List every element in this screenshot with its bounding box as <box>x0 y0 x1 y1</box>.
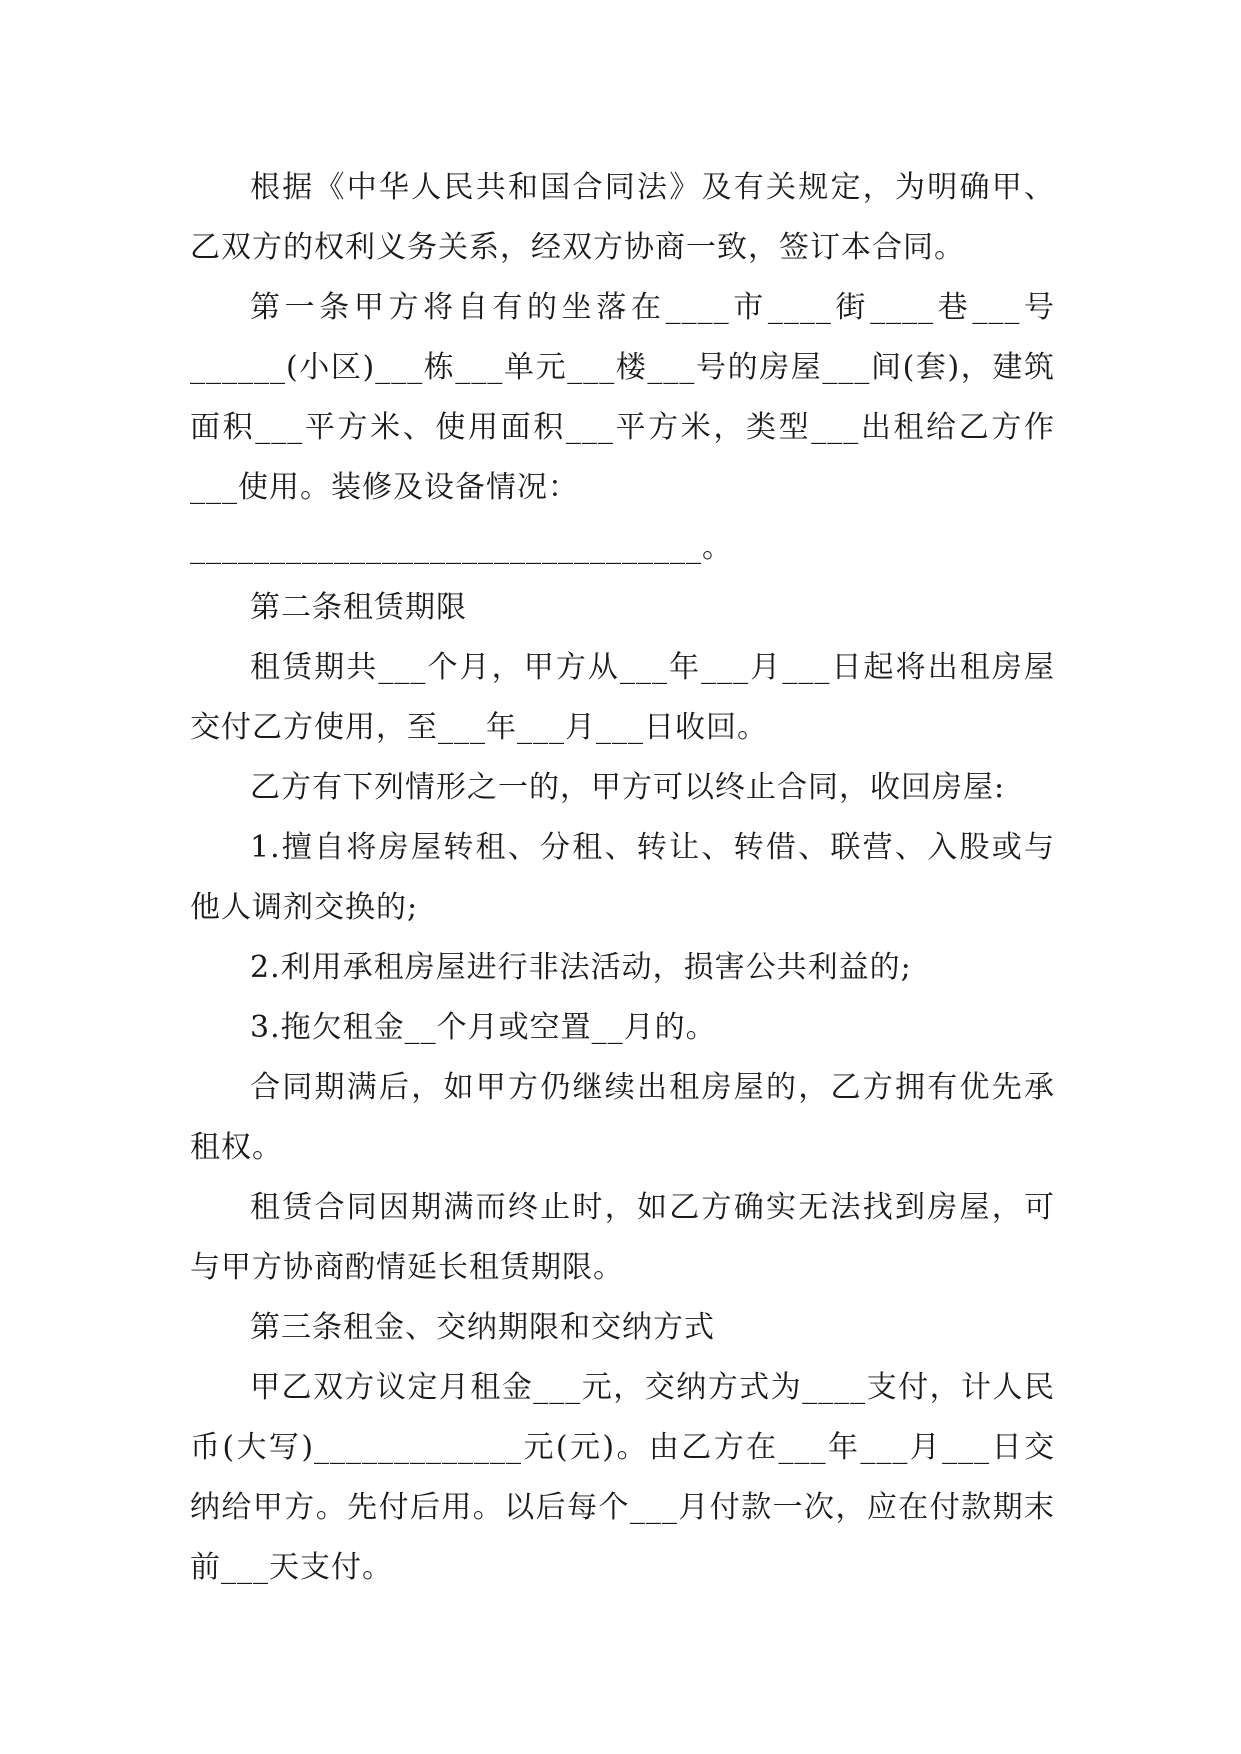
paragraph-termination-intro: 乙方有下列情形之一的，甲方可以终止合同，收回房屋: <box>250 770 1006 805</box>
heading-article-3: 第三条租金、交纳期限和交纳方式 <box>250 1310 715 1345</box>
paragraph-preamble: 根据《中华人民共和国合同法》及有关规定，为明确甲、乙双方的权利义务关系，经双方协商一致，签订本合同。 <box>190 170 1055 265</box>
paragraph-article-1: 第一条甲方将自有的坐落在____市____街____巷___号______(小区)___栋___单元___楼___号的房屋___间(套)，建筑面积___平方米、使用面积___平方米，类型___出租给乙方作___使用。装修及设备情况： <box>190 290 1055 505</box>
paragraph-rent-payment: 甲乙双方议定月租金___元，交纳方式为____支付，计人民币(大写)_____________元(元)。由乙方在___年___月___日交纳给甲方。先付后用。以后每个___月付款一次，应在付款期末前___天支付。 <box>190 1370 1055 1585</box>
paragraph-equipment-blank: ________________________________。 <box>190 530 733 565</box>
paragraph-extension: 租赁合同因期满而终止时，如乙方确实无法找到房屋，可与甲方协商酌情延长租赁期限。 <box>190 1190 1055 1285</box>
list-item-3: 3.拖欠租金__个月或空置__月的。 <box>250 1010 717 1045</box>
paragraph-priority-renewal: 合同期满后，如甲方仍继续出租房屋的，乙方拥有优先承租权。 <box>190 1070 1055 1165</box>
contract-body <box>190 158 1055 1598</box>
list-item-2: 2.利用承租房屋进行非法活动，损害公共利益的; <box>250 950 912 985</box>
heading-article-2: 第二条租赁期限 <box>250 590 467 625</box>
list-item-1: 1.擅自将房屋转租、分租、转让、转借、联营、入股或与他人调剂交换的; <box>190 830 1055 925</box>
paragraph-lease-term: 租赁期共___个月，甲方从___年___月___日起将出租房屋交付乙方使用，至___年___月___日收回。 <box>190 650 1055 745</box>
